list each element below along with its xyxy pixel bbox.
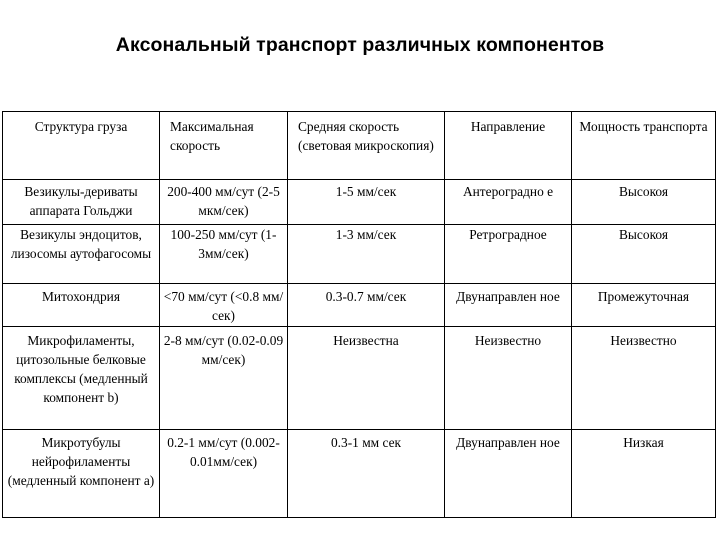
table-row xyxy=(3,327,716,430)
cell-avg-speed: 0.3-0.7 мм/сек xyxy=(288,284,445,327)
cell-avg-speed: Неизвестна xyxy=(288,327,445,430)
cell-cargo: Микрофиламенты, цитозольные белковые комплексы (медленный компонент b) xyxy=(3,327,160,430)
cell-cargo: Митохондрия xyxy=(3,284,160,327)
cell-avg-speed: 1-3 мм/сек xyxy=(288,225,445,284)
cell-avg-speed: 1-5 мм/сек xyxy=(288,180,445,225)
cell-max-speed: 0.2-1 мм/сут (0.002- 0.01мм/сек) xyxy=(160,430,288,518)
table-row xyxy=(3,180,716,225)
cell-direction: Ретроградное xyxy=(445,225,572,284)
cell-power: Неизвестно xyxy=(572,327,716,430)
transport-table xyxy=(2,111,716,518)
cell-cargo: Микротубулы нейрофиламенты (медленный компонент а) xyxy=(3,430,160,518)
cell-direction: Двунаправлен ное xyxy=(445,284,572,327)
cell-avg-speed: 0.3-1 мм сек xyxy=(288,430,445,518)
cell-max-speed: <70 мм/сут (<0.8 мм/сек) xyxy=(160,284,288,327)
page-title: Аксональный транспорт различных компонентов xyxy=(115,34,605,56)
column-header: Направление xyxy=(445,112,572,180)
cell-direction: Антероградно е xyxy=(445,180,572,225)
cell-cargo: Везикулы эндоцитов, лизосомы аутофагосомы xyxy=(3,225,160,284)
table-row xyxy=(3,225,716,284)
column-header: Мощность транспорта xyxy=(572,112,716,180)
cell-max-speed: 200-400 мм/сут (2-5 мкм/сек) xyxy=(160,180,288,225)
column-header: Максимальная скорость xyxy=(160,112,288,180)
table-row xyxy=(3,284,716,327)
cell-power: Низкая xyxy=(572,430,716,518)
cell-power: Высокоя xyxy=(572,180,716,225)
cell-max-speed: 2-8 мм/сут (0.02-0.09 мм/сек) xyxy=(160,327,288,430)
cell-power: Высокоя xyxy=(572,225,716,284)
cell-power: Промежуточная xyxy=(572,284,716,327)
column-header: Средняя скорость (световая микроскопия) xyxy=(288,112,445,180)
table-row xyxy=(3,430,716,518)
cell-direction: Неизвестно xyxy=(445,327,572,430)
cell-max-speed: 100-250 мм/сут (1-3мм/сек) xyxy=(160,225,288,284)
column-header: Структура груза xyxy=(3,112,160,180)
cell-direction: Двунаправлен ное xyxy=(445,430,572,518)
cell-cargo: Везикулы-дериваты аппарата Гольджи xyxy=(3,180,160,225)
table-header-row xyxy=(3,112,716,180)
